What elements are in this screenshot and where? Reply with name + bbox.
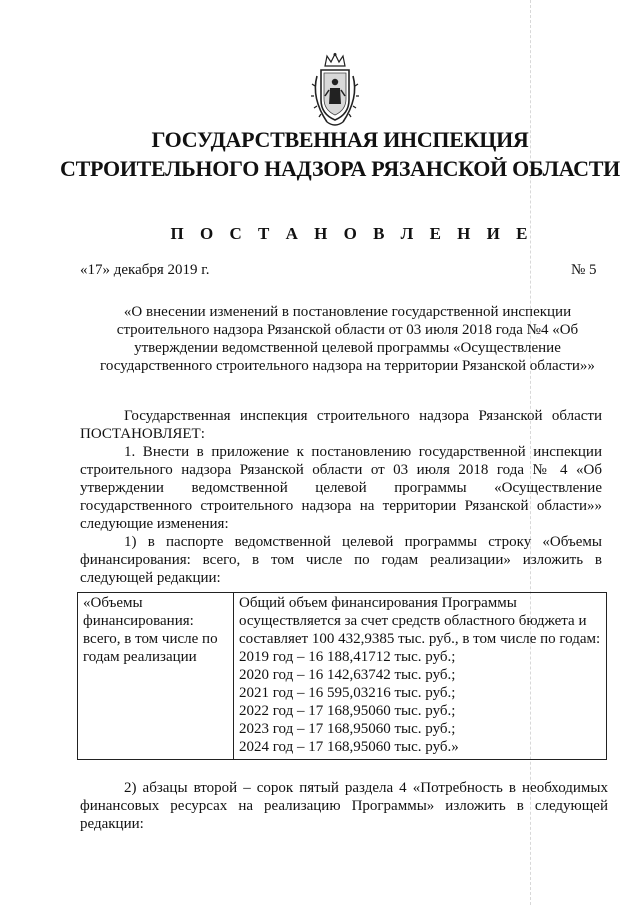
document-type-title: П О С Т А Н О В Л Е Н И Е bbox=[170, 224, 534, 243]
subitem-2-text: 2) абзацы второй – сорок пятый раздела 4 «Потребность в необходимых финансовых ресурсах на реализацию Программы» изложить в следующей редакции: bbox=[80, 780, 608, 832]
year-line-2020: 2020 год – 16 142,63742 тыс. руб.; bbox=[239, 667, 456, 683]
table-cell-label: «Объемы финансирования: всего, в том числе по годам реализации bbox=[78, 593, 234, 760]
item-1-subitem-1: 1) в паспорте ведомственной целевой программы строку «Объемы финансирования: всего, в том числе по годам реализации» изложить в следующей редакции: bbox=[80, 534, 602, 586]
financing-total-text: Общий объем финансирования Программы осуществляется за счет средств областного бюджета и составляет 100 432,9385 тыс. руб., в том числе по годам: bbox=[239, 595, 601, 647]
intro-line: Государственная инспекция строительного надзора Рязанской области bbox=[124, 408, 602, 424]
year-line-2023: 2023 год – 17 168,95060 тыс. руб.; bbox=[239, 721, 456, 737]
document-date: «17» декабря 2019 г. bbox=[80, 262, 210, 278]
year-line-2019: 2019 год – 16 188,41712 тыс. руб.; bbox=[239, 649, 456, 665]
item-1-text: 1. Внести в приложение к постановлению государственной инспекции строительного надзора Рязанской области от 03 июля 2018 года № 4 «Об утверждении ведомственной целевой программы «Осуществление государственного строительного надзора на территории Рязанской области»» следующие изменения: bbox=[80, 444, 602, 532]
organization-name-line-1: ГОСУДАРСТВЕННАЯ ИНСПЕКЦИЯ bbox=[151, 127, 529, 152]
document-subject: «О внесении изменений в постановление государственной инспекции строительного надзора Рязанской области от 03 июля 2018 года №4 «Об утверждении ведомственной целевой программы «Осуществление государственного строительного надзора на территории Рязанской области»» bbox=[100, 304, 595, 374]
year-line-2021: 2021 год – 16 595,03216 тыс. руб.; bbox=[239, 685, 456, 701]
table-row bbox=[78, 593, 607, 760]
resolves-heading: ПОСТАНОВЛЯЕТ: bbox=[80, 426, 205, 442]
coat-of-arms-icon bbox=[309, 52, 361, 130]
table-cell-value bbox=[234, 593, 607, 760]
item-1-subitem-2 bbox=[80, 779, 608, 833]
year-line-2022: 2022 год – 17 168,95060 тыс. руб.; bbox=[239, 703, 456, 719]
resolution-body bbox=[80, 407, 602, 587]
organization-name-line-2: СТРОИТЕЛЬНОГО НАДЗОРА РЯЗАНСКОЙ ОБЛАСТИ bbox=[60, 156, 620, 181]
financing-table bbox=[77, 592, 607, 760]
year-line-2024: 2024 год – 17 168,95060 тыс. руб.» bbox=[239, 739, 459, 755]
document-number: № 5 bbox=[571, 262, 597, 278]
